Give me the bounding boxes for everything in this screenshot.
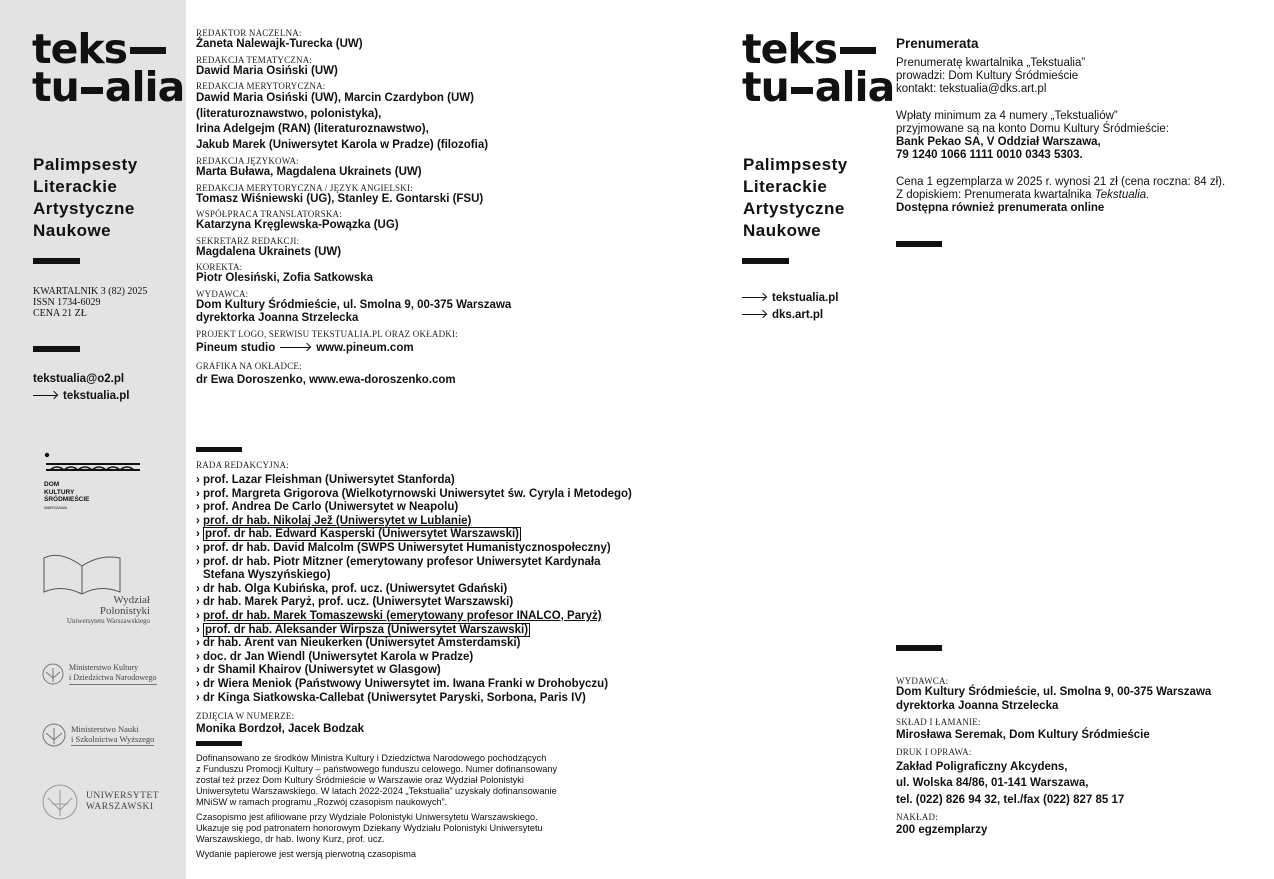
funding-line: Dofinansowano ze środków Ministra Kultury i Dziedzictwa Narodowego pochodzących (196, 753, 547, 763)
tagline-line: Naukowe (33, 221, 112, 240)
staff-label: GRAFIKA NA OKŁADCE: (196, 361, 302, 371)
board-member: › dr hab. Marek Paryż, prof. ucz. (Uniwersytet Warszawski) (196, 596, 514, 609)
photos-section (196, 711, 736, 737)
colophon-section (896, 747, 1256, 809)
tagline-line: Artystyczne (743, 199, 845, 218)
uw-text: WARSZAWSKI (86, 802, 154, 812)
staff-label: REDAKCJA TEMATYCZNA: (196, 54, 313, 65)
board-member: › prof. Andrea De Carlo (Uniwersytet w Neapolu) (196, 501, 459, 514)
logo-dash (130, 47, 166, 54)
divider (33, 346, 80, 352)
tekstualia-logo-right (742, 25, 895, 111)
staff-name: Marta Buława, Magdalena Ukrainets (UW) (196, 166, 422, 178)
eagle-icon (41, 662, 65, 686)
online-subscription: Dostępna również prenumerata online (896, 202, 1105, 214)
tagline (33, 154, 138, 242)
staff-section (196, 28, 716, 52)
colophon-label: WYDAWCA: (896, 676, 949, 686)
board-member: › dr Shamil Khairov (Uniwersytet w Glasgow) (196, 664, 441, 677)
staff-label: PROJEKT LOGO, SERWISU TEKSTUALIA.PL ORAZ OKŁADKI: (196, 328, 458, 339)
arrow-icon (742, 314, 766, 315)
staff-section (196, 361, 716, 388)
note-line: Z dopiskiem: Prenumerata kwartalnika Tekstualia. (896, 189, 1150, 201)
divider (196, 447, 242, 452)
board-member: › dr Kinga Siatkowska-Callebat (Uniwersytet Paryski, Sorbona, Paris IV) (196, 691, 586, 704)
staff-name: dyrektorka Joanna Strzelecka (196, 312, 359, 324)
dks-logo (44, 452, 142, 511)
colophon-value: tel. (022) 826 94 32, tel./fax (022) 827 85 17 (896, 793, 1125, 806)
email-link[interactable]: tekstualia@o2.pl (33, 373, 125, 385)
affiliation-line: Czasopismo jest afiliowane przy Wydziale Polonistyki Uniwersytetu Warszawskiego. (196, 812, 538, 822)
colophon-value: Mirosława Seremak, Dom Kultury Śródmieście (896, 729, 1150, 741)
book-icon (40, 548, 124, 596)
photos-credit: Monika Bordzoł, Jacek Bodzak (196, 723, 365, 736)
colophon (896, 676, 1256, 838)
staff-label: SEKRETARZ REDAKCJI: (196, 235, 300, 246)
board-member: Stefana Wyszyńskiego) (203, 569, 331, 582)
colophon-section (896, 717, 1256, 743)
staff-name: Dawid Maria Osiński (UW), Marcin Czardybon (UW) (196, 92, 474, 104)
staff-name: Dom Kultury Śródmieście, ul. Smolna 9, 00-375 Warszawa (196, 298, 512, 311)
staff-name: Jakub Marek (Uniwersytet Karola w Pradze) (filozofia) (196, 138, 489, 151)
website-link[interactable]: tekstualia.pl (63, 389, 130, 402)
staff-section (196, 236, 716, 260)
mnisw-text: Ministerstwo Nauki (71, 724, 139, 734)
board-member: › prof. Lazar Fleishman (Uniwersytet Stanforda) (196, 474, 455, 486)
tekstualia-link[interactable]: tekstualia.pl (772, 292, 839, 304)
colophon-value: ul. Wolska 84/86, 01-141 Warszawa, (896, 777, 1089, 789)
funding-line: Uniwersytetu Warszawskiego. W latach 2022-2024 „Tekstualia” uzyskały dofinansowanie (196, 786, 557, 796)
dks-link[interactable]: dks.art.pl (772, 308, 824, 321)
staff-label: KOREKTA: (196, 262, 243, 272)
contact (33, 373, 129, 403)
print-note: Wydanie papierowe jest wersją pierwotną czasopisma (196, 849, 417, 859)
subscription-block (896, 36, 1256, 215)
logo-line1: teks (32, 25, 128, 73)
funding-line: MNiSW w ramach programu „Rozwój czasopism naukowych”. (196, 797, 448, 807)
staff-name: Katarzyna Kręglewska-Powązka (UG) (196, 219, 399, 231)
tagline-line: Literackie (743, 177, 828, 196)
staff-section (196, 183, 716, 207)
staff-name: Piotr Olesiński, Zofia Satkowska (196, 272, 374, 284)
colophon-section (896, 676, 1256, 713)
board-member: › dr hab. Olga Kubińska, prof. ucz. (Uniwersytet Gdański) (196, 582, 508, 595)
board-member: › prof. dr hab. Aleksander Wirpsza (Uniwersytet Warszawski) (196, 623, 529, 636)
subscription-price (896, 176, 1256, 215)
board-member: › prof. dr hab. Marek Tomaszewski (emerytowany profesor INALCO, Paryż) (196, 609, 602, 622)
editorial-board (196, 460, 736, 737)
mkidn-logo (41, 662, 157, 686)
funding-line: został też przez Dom Kultury Śródmieście w Warszawie oraz Wydział Polonistyki (196, 775, 524, 785)
uw-logo (40, 782, 159, 822)
arrow-icon (33, 395, 57, 396)
colophon-value: Dom Kultury Śródmieście, ul. Smolna 9, 00-375 Warszawa (896, 686, 1212, 698)
staff-section (196, 156, 716, 180)
board-member: › prof. Margreta Grigorova (Wielkotyrnowski Uniwersytet św. Cyryla i Metodego) (196, 487, 632, 500)
subscription-payment (896, 110, 1256, 162)
board-member: › dr hab. Arent van Nieukerken (Uniwersytet Amsterdamski) (196, 637, 521, 650)
staff-name: Żaneta Nalewajk-Turecka (UW) (196, 38, 363, 50)
tagline-line: Artystyczne (33, 199, 135, 218)
arrow-icon (280, 347, 310, 348)
staff-section (196, 262, 716, 286)
colophon-value: Zakład Poligraficzny Akcydens, (896, 760, 1068, 773)
logo-line2a: tu (32, 63, 79, 111)
issue-number: KWARTALNIK 3 (82) 2025 (33, 286, 148, 297)
staff-label: REDAKTOR NACZELNA: (196, 28, 302, 38)
divider (33, 258, 80, 264)
uw-eagle-icon (40, 782, 80, 822)
staff-section (196, 81, 716, 153)
subscription-line: przyjmowane są na konto Domu Kultury Śródmieście: (896, 123, 1169, 135)
wydzial-text: Uniwersytetu Warszawskiego (66, 617, 150, 625)
colophon-label: SKŁAD I ŁAMANIE: (896, 717, 981, 727)
issn: ISSN 1734-6029 (33, 297, 101, 308)
colophon-section (896, 812, 1256, 838)
tagline-line: Palimpsesty (743, 155, 848, 174)
board-label: RADA REDAKCYJNA: (196, 460, 289, 470)
mkidn-text: Ministerstwo Kultury (69, 663, 139, 672)
pineum-link[interactable]: www.pineum.com (316, 341, 414, 354)
bank-line: Bank Pekao SA, V Oddział Warszawa, (896, 136, 1101, 148)
mkidn-text: i Dziedzictwa Narodowego (69, 673, 157, 682)
subscription-line: Prenumeratę kwartalnika „Tekstualia” (896, 57, 1086, 69)
subscription-intro (896, 57, 1256, 96)
logo-line2b: alia (814, 63, 895, 111)
tekstualia-logo (32, 25, 185, 111)
logo-line2a: tu (742, 63, 789, 111)
issue-info (33, 286, 147, 319)
affiliation-line: Ukazuje się pod patronatem honorowym Dziekany Wydziału Polonistyki Uniwersytetu (196, 823, 543, 833)
uw-text: UNIWERSYTET (86, 791, 160, 801)
mnisw-text: i Szkolnictwa Wyższego (71, 734, 155, 744)
board-member: › prof. dr hab. Piotr Mitzner (emerytowany profesor Uniwersytet Kardynała (196, 555, 601, 568)
photos-label: ZDJĘCIA W NUMERZE: (196, 711, 295, 722)
colophon-value: dyrektorka Joanna Strzelecka (896, 699, 1059, 712)
staff-section (196, 329, 716, 356)
staff-label: REDAKCJA MERYTORYCZNA: (196, 81, 326, 91)
board-member: › dr Wiera Meniok (Państwowy Uniwersytet im. Iwana Franki w Drohobyczu) (196, 677, 609, 690)
logo-line2b: alia (104, 63, 185, 111)
staff-label: WSPÓŁPRACA TRANSLATORSKA: (196, 209, 342, 219)
staff-label: REDAKCJA JĘZYKOWA: (196, 156, 299, 166)
tagline-right (743, 154, 848, 242)
board-member: › prof. dr hab. Edward Kasperski (Uniwersytet Warszawski) (196, 528, 519, 541)
affiliation-line: Warszawskiego, dr hab. Iwony Kurz, prof. ucz. (196, 834, 385, 844)
subscription-line: kontakt: tekstualia@dks.art.pl (896, 83, 1047, 95)
staff-name: Tomasz Wiśniewski (UG), Stanley E. Gontarski (FSU) (196, 192, 484, 205)
price: CENA 21 ZŁ (33, 308, 87, 319)
staff-name: dr Ewa Doroszenko, www.ewa-doroszenko.com (196, 374, 456, 386)
funding-note (196, 753, 636, 860)
editorial-staff (196, 28, 716, 391)
tagline-line: Naukowe (743, 221, 822, 240)
wydzial-logo (40, 548, 150, 626)
staff-name: Irina Adelgejm (RAN) (literaturoznawstwo), (196, 123, 429, 135)
subscription-line: Wpłaty minimum za 4 numery „Tekstualiów” (896, 110, 1118, 122)
divider (896, 645, 942, 651)
staff-name: Dawid Maria Osiński (UW) (196, 64, 338, 77)
staff-section (196, 289, 716, 326)
price-note: Cena 1 egzemplarza w 2025 r. wynosi 21 zł (cena roczna: 84 zł). (896, 176, 1226, 188)
logo-dash2 (791, 87, 813, 94)
logo-line1: teks (742, 25, 838, 73)
board-member: › doc. dr Jan Wiendl (Uniwersytet Karola w Pradze) (196, 650, 474, 663)
dks-text: DOM (44, 481, 60, 488)
dks-text: WARSZAWA (44, 504, 68, 510)
subscription-line: prowadzi: Dom Kultury Śródmieście (896, 70, 1079, 82)
divider (196, 741, 242, 746)
wydzial-text: Polonistyki (99, 605, 150, 617)
divider (742, 258, 789, 264)
logo-dash2 (81, 87, 103, 94)
board-member: › prof. dr hab. Nikolaj Jež (Uniwersytet w Lublanie) (196, 514, 472, 527)
studio-name: Pineum studio (196, 341, 276, 354)
arrow-icon (742, 297, 766, 298)
dks-text: KULTURY (44, 488, 75, 496)
dks-arches-icon (44, 452, 142, 472)
eagle-icon (41, 722, 67, 748)
tagline-line: Literackie (33, 177, 118, 196)
funding-line: z Funduszu Promocji Kultury – państwowego funduszu celowego. Numer dofinansowany (196, 764, 558, 774)
tagline-line: Palimpsesty (33, 155, 138, 174)
colophon-label: DRUK I OPRAWA: (896, 746, 972, 757)
colophon-value: 200 egzemplarzy (896, 824, 988, 836)
subscription-title: Prenumerata (896, 36, 979, 51)
staff-name: Magdalena Ukrainets (UW) (196, 245, 342, 258)
wydzial-text: Wydział (113, 594, 150, 606)
bank-line: 79 1240 1066 1111 0010 0343 5303. (896, 149, 1083, 161)
staff-label: REDAKCJA MERYTORYCZNA / JĘZYK ANGIELSKI: (196, 182, 413, 193)
staff-section (196, 55, 716, 79)
staff-label: WYDAWCA: (196, 288, 249, 299)
right-links (742, 292, 838, 322)
logo-dash (840, 47, 876, 54)
staff-name: (literaturoznawstwo, polonistyka), (196, 107, 382, 120)
dks-text: ŚRÓDMIEŚCIE (44, 496, 90, 503)
divider (896, 241, 942, 247)
mnisw-logo (41, 722, 154, 748)
board-member: › prof. dr hab. David Malcolm (SWPS Uniwersytet Humanistycznospołeczny) (196, 541, 611, 554)
colophon-label: NAKŁAD: (896, 812, 938, 822)
staff-section (196, 209, 716, 233)
